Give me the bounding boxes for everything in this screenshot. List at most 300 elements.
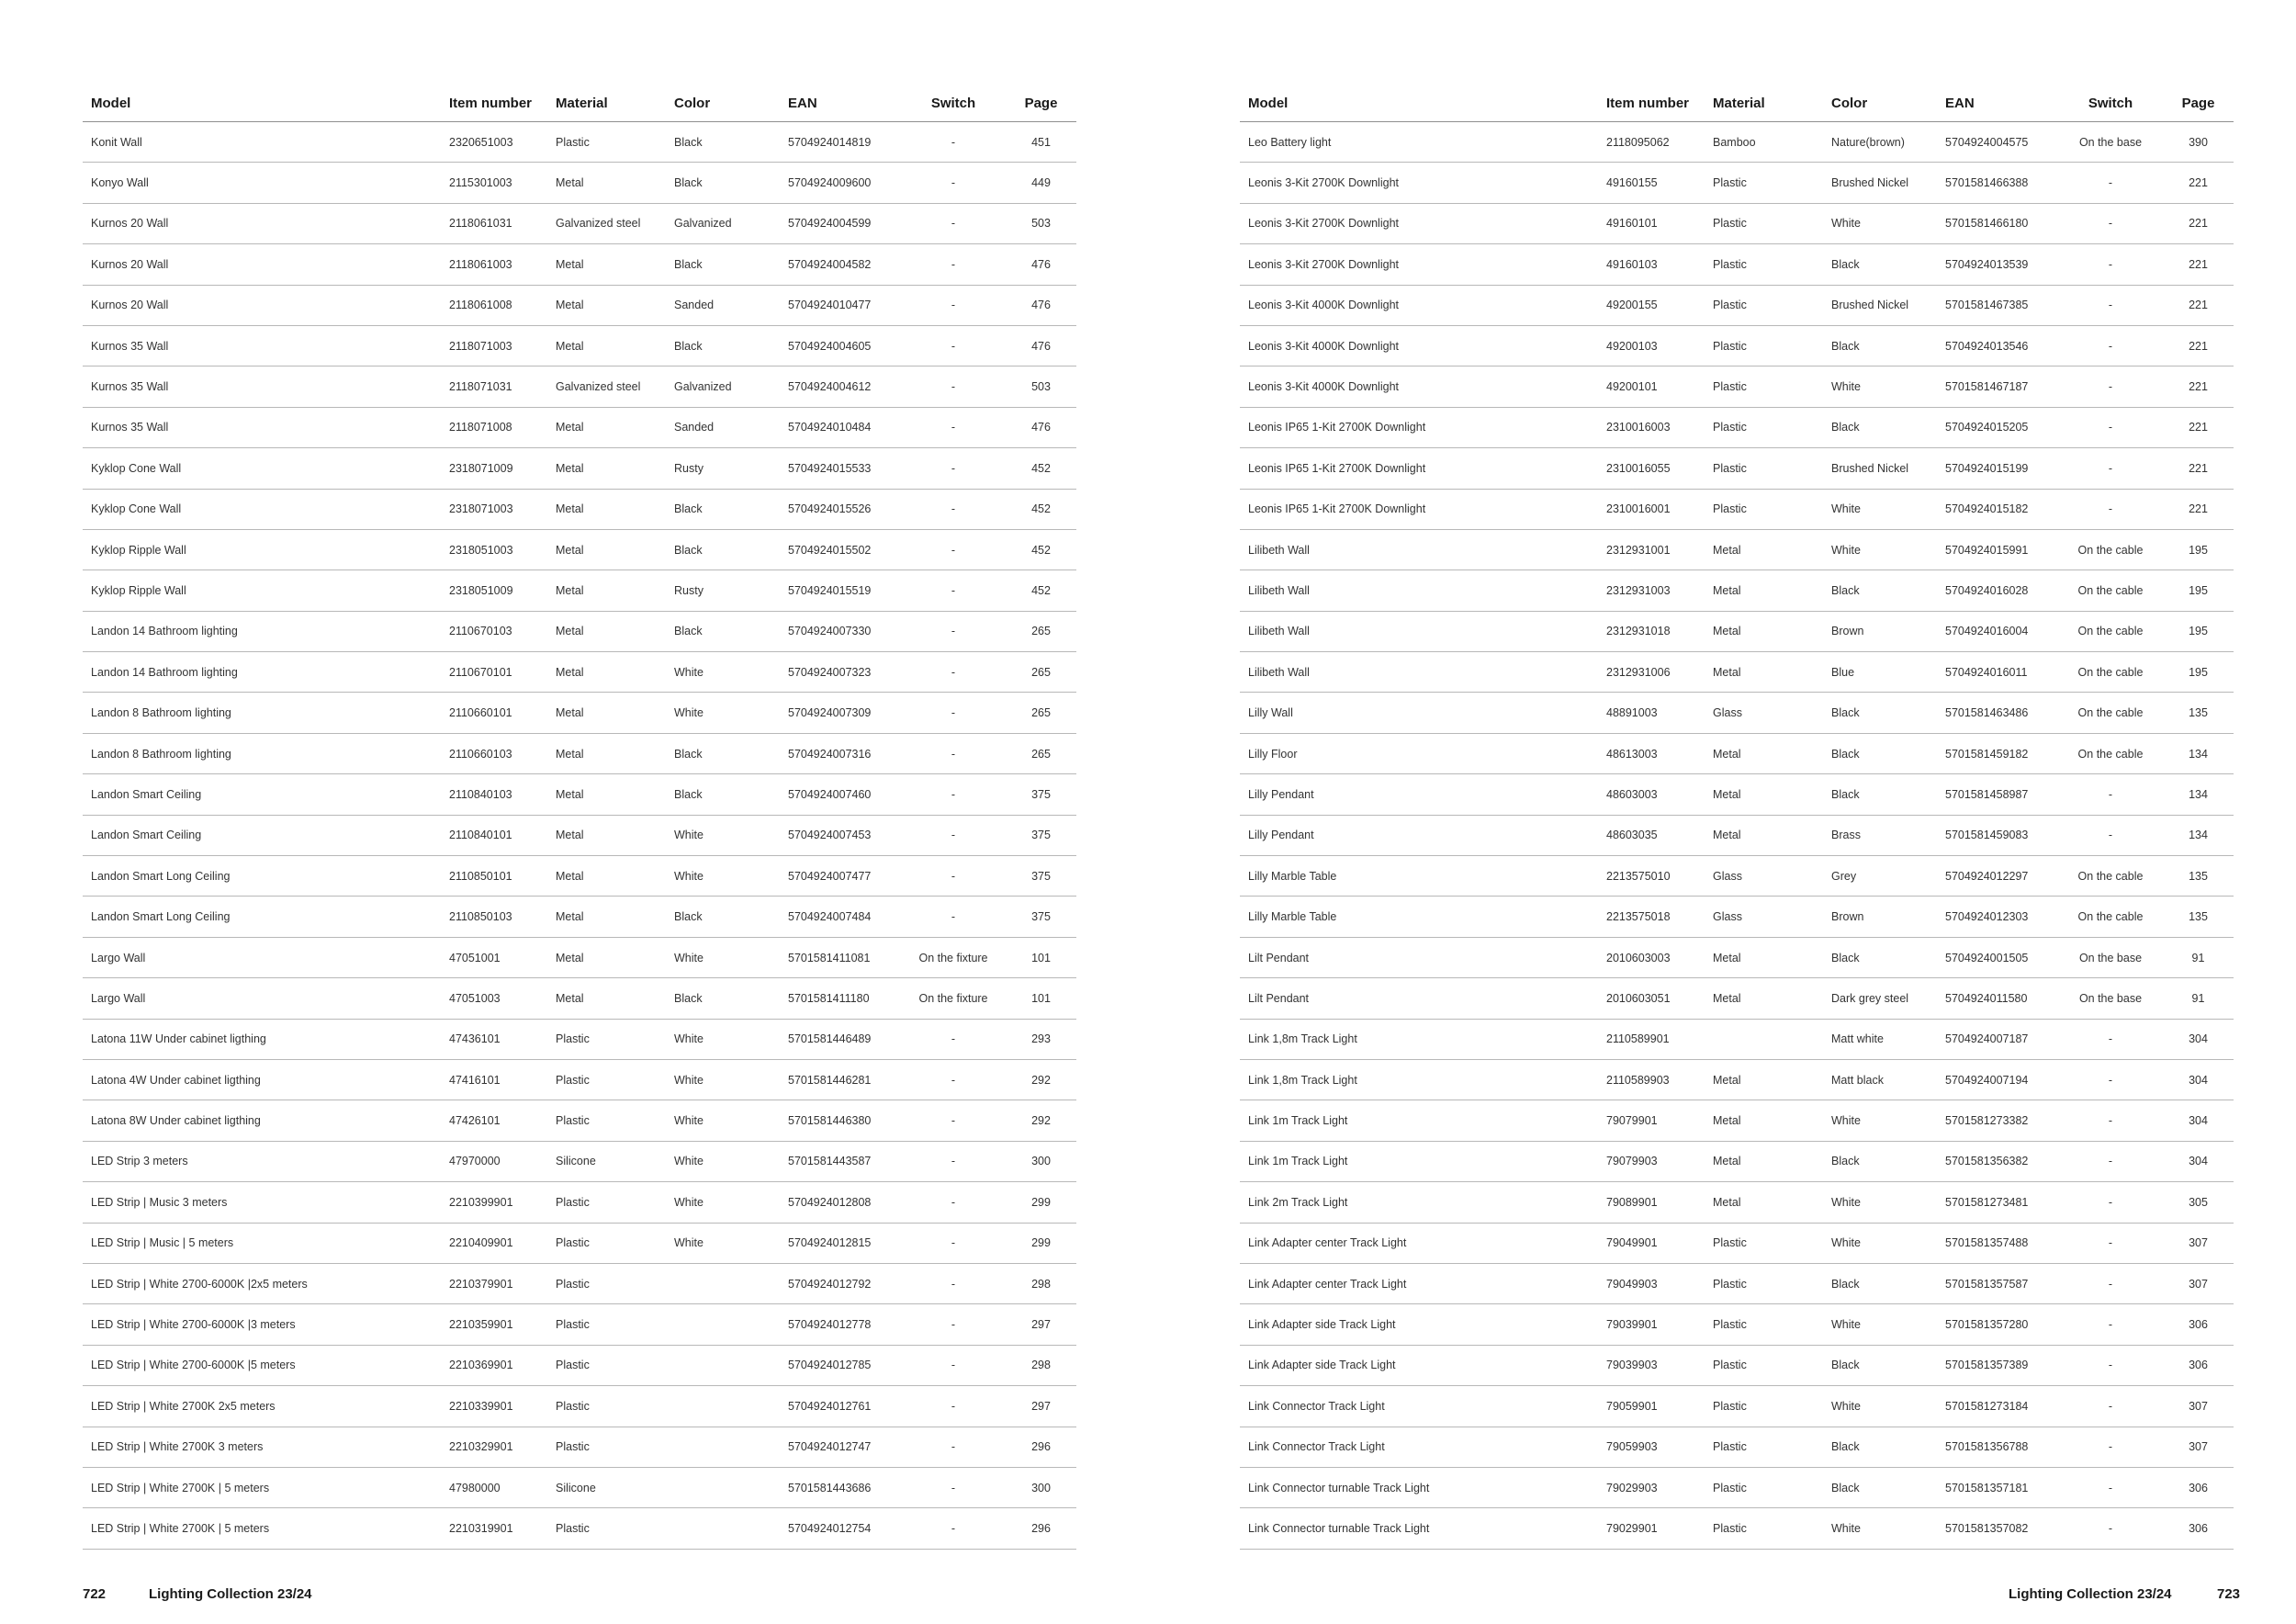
- cell-color: Brown: [1823, 611, 1937, 651]
- cell-model: Leonis 3-Kit 2700K Downlight: [1240, 163, 1598, 203]
- cell-ean: 5704924010484: [780, 407, 901, 447]
- cell-switch: -: [901, 489, 1006, 529]
- cell-switch: -: [2058, 1019, 2163, 1059]
- cell-switch: -: [901, 1141, 1006, 1181]
- cell-material: Plastic: [1705, 244, 1823, 285]
- cell-color: Black: [1823, 937, 1937, 977]
- table-row: [1240, 367, 2234, 407]
- table-header-row: [83, 85, 1076, 122]
- cell-color: Black: [1823, 1263, 1937, 1303]
- table-row: [1240, 1345, 2234, 1385]
- cell-ean: 5701581458987: [1937, 774, 2058, 815]
- cell-page: 221: [2163, 163, 2234, 203]
- cell-ean: 5704924016004: [1937, 611, 2058, 651]
- cell-ean: 5701581357280: [1937, 1304, 2058, 1345]
- table-row: [83, 163, 1076, 203]
- cell-ean: 5704924007477: [780, 856, 901, 897]
- cell-page: 101: [1006, 978, 1076, 1019]
- cell-model: Link Connector Track Light: [1240, 1386, 1598, 1427]
- cell-color: Black: [666, 774, 780, 815]
- cell-color: [666, 1508, 780, 1549]
- cell-model: Lilly Pendant: [1240, 774, 1598, 815]
- cell-item-number: 47426101: [441, 1100, 547, 1141]
- cell-ean: 5701581467187: [1937, 367, 2058, 407]
- cell-item-number: 48603035: [1598, 815, 1705, 855]
- cell-ean: 5704924012778: [780, 1304, 901, 1345]
- cell-material: Metal: [547, 652, 666, 693]
- col-header-color: Color: [1823, 85, 1937, 122]
- cell-model: Largo Wall: [83, 978, 441, 1019]
- cell-model: Latona 11W Under cabinet ligthing: [83, 1019, 441, 1059]
- cell-switch: -: [2058, 1182, 2163, 1223]
- cell-color: Brass: [1823, 815, 1937, 855]
- cell-item-number: 79039903: [1598, 1345, 1705, 1385]
- cell-material: Plastic: [1705, 285, 1823, 325]
- cell-ean: 5704924015526: [780, 489, 901, 529]
- table-row: [1240, 1263, 2234, 1303]
- table-row: [1240, 1182, 2234, 1223]
- cell-ean: 5701581443587: [780, 1141, 901, 1181]
- cell-item-number: 2115301003: [441, 163, 547, 203]
- cell-material: Metal: [1705, 652, 1823, 693]
- cell-item-number: 2213575018: [1598, 897, 1705, 937]
- cell-item-number: 2312931003: [1598, 570, 1705, 611]
- cell-ean: 5701581411180: [780, 978, 901, 1019]
- cell-material: Plastic: [1705, 1304, 1823, 1345]
- table-row: [1240, 570, 2234, 611]
- footer-title-right: Lighting Collection 23/24: [2009, 1586, 2172, 1602]
- table-row: [1240, 897, 2234, 937]
- cell-material: Glass: [1705, 693, 1823, 733]
- cell-model: LED Strip 3 meters: [83, 1141, 441, 1181]
- cell-model: LED Strip | White 2700-6000K |2x5 meters: [83, 1263, 441, 1303]
- cell-model: Lilly Marble Table: [1240, 856, 1598, 897]
- cell-ean: 5704924015533: [780, 448, 901, 489]
- cell-page: 298: [1006, 1345, 1076, 1385]
- cell-switch: On the cable: [2058, 652, 2163, 693]
- cell-ean: 5704924015502: [780, 529, 901, 570]
- cell-model: Konit Wall: [83, 122, 441, 163]
- col-header-page: Page: [1006, 85, 1076, 122]
- cell-model: LED Strip | Music | 5 meters: [83, 1223, 441, 1263]
- cell-color: [666, 1427, 780, 1467]
- table-row: [1240, 407, 2234, 447]
- cell-page: 306: [2163, 1467, 2234, 1507]
- cell-item-number: 49160101: [1598, 203, 1705, 243]
- cell-switch: -: [2058, 489, 2163, 529]
- cell-model: Lilibeth Wall: [1240, 570, 1598, 611]
- cell-item-number: 47051003: [441, 978, 547, 1019]
- cell-page: 305: [2163, 1182, 2234, 1223]
- cell-page: 307: [2163, 1386, 2234, 1427]
- cell-switch: On the cable: [2058, 529, 2163, 570]
- cell-ean: 5704924007453: [780, 815, 901, 855]
- cell-material: Metal: [547, 733, 666, 773]
- cell-material: Plastic: [547, 1059, 666, 1100]
- table-body-right: [1240, 122, 2234, 1550]
- cell-item-number: 79049903: [1598, 1263, 1705, 1303]
- cell-switch: -: [901, 529, 1006, 570]
- cell-page: 298: [1006, 1263, 1076, 1303]
- cell-color: Matt black: [1823, 1059, 1937, 1100]
- table-row: [1240, 1304, 2234, 1345]
- cell-material: Metal: [547, 285, 666, 325]
- cell-model: Lilt Pendant: [1240, 937, 1598, 977]
- cell-material: Plastic: [1705, 1508, 1823, 1549]
- cell-model: Kyklop Ripple Wall: [83, 570, 441, 611]
- cell-color: Black: [666, 244, 780, 285]
- cell-item-number: 49200101: [1598, 367, 1705, 407]
- cell-ean: 5701581273184: [1937, 1386, 2058, 1427]
- cell-item-number: 2210319901: [441, 1508, 547, 1549]
- cell-switch: On the cable: [2058, 733, 2163, 773]
- cell-item-number: 79079901: [1598, 1100, 1705, 1141]
- table-row: [83, 1141, 1076, 1181]
- cell-color: White: [1823, 1386, 1937, 1427]
- cell-color: White: [666, 856, 780, 897]
- cell-model: Kyklop Cone Wall: [83, 448, 441, 489]
- col-header-model: Model: [83, 85, 441, 122]
- cell-color: Brushed Nickel: [1823, 448, 1937, 489]
- cell-color: Black: [1823, 1427, 1937, 1467]
- cell-material: Glass: [1705, 856, 1823, 897]
- cell-switch: -: [901, 367, 1006, 407]
- cell-ean: 5704924015199: [1937, 448, 2058, 489]
- cell-item-number: 79059903: [1598, 1427, 1705, 1467]
- cell-material: Metal: [547, 529, 666, 570]
- cell-ean: 5701581273382: [1937, 1100, 2058, 1141]
- cell-switch: -: [901, 325, 1006, 366]
- cell-item-number: 2210369901: [441, 1345, 547, 1385]
- cell-page: 390: [2163, 122, 2234, 163]
- cell-switch: -: [901, 1427, 1006, 1467]
- cell-color: Black: [666, 978, 780, 1019]
- cell-item-number: 2210359901: [441, 1304, 547, 1345]
- cell-page: 265: [1006, 733, 1076, 773]
- cell-switch: -: [901, 733, 1006, 773]
- cell-ean: 5701581411081: [780, 937, 901, 977]
- cell-switch: -: [2058, 367, 2163, 407]
- cell-model: Lilibeth Wall: [1240, 652, 1598, 693]
- cell-model: Lilly Pendant: [1240, 815, 1598, 855]
- table-row: [1240, 856, 2234, 897]
- cell-page: 91: [2163, 978, 2234, 1019]
- table-row: [1240, 693, 2234, 733]
- cell-material: Plastic: [1705, 163, 1823, 203]
- cell-page: 307: [2163, 1223, 2234, 1263]
- cell-model: Lilly Marble Table: [1240, 897, 1598, 937]
- cell-model: Leonis 3-Kit 4000K Downlight: [1240, 285, 1598, 325]
- cell-item-number: 2213575010: [1598, 856, 1705, 897]
- cell-model: Kurnos 20 Wall: [83, 203, 441, 243]
- table-row: [83, 652, 1076, 693]
- cell-item-number: 2210329901: [441, 1427, 547, 1467]
- table-row: [83, 1304, 1076, 1345]
- table-row: [83, 1345, 1076, 1385]
- cell-switch: -: [901, 774, 1006, 815]
- cell-switch: -: [2058, 1100, 2163, 1141]
- cell-material: Plastic: [1705, 489, 1823, 529]
- cell-color: [666, 1345, 780, 1385]
- cell-model: Leonis IP65 1-Kit 2700K Downlight: [1240, 489, 1598, 529]
- cell-color: White: [1823, 489, 1937, 529]
- cell-switch: On the base: [2058, 937, 2163, 977]
- col-header-material: Material: [547, 85, 666, 122]
- cell-model: Landon 14 Bathroom lighting: [83, 652, 441, 693]
- table-row: [83, 367, 1076, 407]
- cell-switch: -: [901, 856, 1006, 897]
- cell-page: 300: [1006, 1467, 1076, 1507]
- cell-model: Landon 8 Bathroom lighting: [83, 693, 441, 733]
- cell-material: Plastic: [547, 1223, 666, 1263]
- cell-ean: 5704924013539: [1937, 244, 2058, 285]
- cell-page: 265: [1006, 652, 1076, 693]
- cell-material: Plastic: [547, 1427, 666, 1467]
- cell-page: 304: [2163, 1019, 2234, 1059]
- cell-page: 299: [1006, 1223, 1076, 1263]
- table-row: [1240, 529, 2234, 570]
- cell-switch: -: [901, 1467, 1006, 1507]
- cell-item-number: 2318071009: [441, 448, 547, 489]
- cell-material: Metal: [547, 774, 666, 815]
- cell-item-number: 2010603051: [1598, 978, 1705, 1019]
- cell-color: White: [666, 1141, 780, 1181]
- cell-ean: 5704924009600: [780, 163, 901, 203]
- cell-page: 452: [1006, 529, 1076, 570]
- table-row: [83, 1182, 1076, 1223]
- cell-page: 297: [1006, 1304, 1076, 1345]
- table-row: [83, 570, 1076, 611]
- cell-model: Landon Smart Long Ceiling: [83, 897, 441, 937]
- cell-color: White: [1823, 203, 1937, 243]
- cell-color: Black: [1823, 774, 1937, 815]
- cell-model: Link Connector Track Light: [1240, 1427, 1598, 1467]
- table-row: [83, 937, 1076, 977]
- cell-ean: 5704924015519: [780, 570, 901, 611]
- cell-color: Black: [1823, 570, 1937, 611]
- cell-color: White: [1823, 1223, 1937, 1263]
- cell-ean: 5704924012792: [780, 1263, 901, 1303]
- cell-switch: On the cable: [2058, 897, 2163, 937]
- cell-page: 221: [2163, 203, 2234, 243]
- cell-color: Brushed Nickel: [1823, 163, 1937, 203]
- table-row: [1240, 285, 2234, 325]
- cell-ean: 5701581443686: [780, 1467, 901, 1507]
- cell-item-number: 79029903: [1598, 1467, 1705, 1507]
- cell-color: Rusty: [666, 448, 780, 489]
- cell-page: 296: [1006, 1508, 1076, 1549]
- cell-switch: -: [901, 163, 1006, 203]
- cell-model: Leonis IP65 1-Kit 2700K Downlight: [1240, 448, 1598, 489]
- cell-item-number: 2118071031: [441, 367, 547, 407]
- cell-model: Leonis 3-Kit 4000K Downlight: [1240, 367, 1598, 407]
- cell-ean: 5701581446380: [780, 1100, 901, 1141]
- cell-ean: 5704924007484: [780, 897, 901, 937]
- cell-material: Metal: [547, 325, 666, 366]
- cell-page: 91: [2163, 937, 2234, 977]
- cell-model: Link 1m Track Light: [1240, 1100, 1598, 1141]
- cell-material: Plastic: [547, 1100, 666, 1141]
- table-row: [83, 1059, 1076, 1100]
- cell-item-number: 2110660101: [441, 693, 547, 733]
- cell-item-number: 2312931018: [1598, 611, 1705, 651]
- cell-item-number: 2110850103: [441, 897, 547, 937]
- cell-color: Galvanized: [666, 367, 780, 407]
- cell-material: Metal: [547, 693, 666, 733]
- cell-page: 293: [1006, 1019, 1076, 1059]
- cell-model: Latona 8W Under cabinet ligthing: [83, 1100, 441, 1141]
- cell-item-number: 49160103: [1598, 244, 1705, 285]
- cell-model: Largo Wall: [83, 937, 441, 977]
- cell-item-number: 2118071003: [441, 325, 547, 366]
- cell-color: Black: [666, 489, 780, 529]
- cell-model: LED Strip | White 2700K 2x5 meters: [83, 1386, 441, 1427]
- cell-switch: -: [2058, 1427, 2163, 1467]
- cell-model: LED Strip | White 2700-6000K |3 meters: [83, 1304, 441, 1345]
- cell-switch: -: [901, 1508, 1006, 1549]
- cell-item-number: 2118061008: [441, 285, 547, 325]
- table-row: [83, 693, 1076, 733]
- cell-switch: -: [901, 1223, 1006, 1263]
- col-header-page: Page: [2163, 85, 2234, 122]
- cell-ean: 5701581459083: [1937, 815, 2058, 855]
- cell-page: 452: [1006, 489, 1076, 529]
- table-row: [1240, 203, 2234, 243]
- cell-page: 221: [2163, 325, 2234, 366]
- cell-material: Metal: [547, 897, 666, 937]
- cell-page: 265: [1006, 611, 1076, 651]
- col-header-material: Material: [1705, 85, 1823, 122]
- cell-model: Landon Smart Long Ceiling: [83, 856, 441, 897]
- cell-switch: -: [2058, 1263, 2163, 1303]
- cell-ean: 5704924007323: [780, 652, 901, 693]
- table-row: [1240, 1223, 2234, 1263]
- cell-page: 292: [1006, 1100, 1076, 1141]
- cell-model: Lilly Wall: [1240, 693, 1598, 733]
- cell-page: 195: [2163, 529, 2234, 570]
- cell-material: Metal: [547, 407, 666, 447]
- cell-material: Plastic: [1705, 1223, 1823, 1263]
- cell-page: 134: [2163, 774, 2234, 815]
- cell-page: 135: [2163, 856, 2234, 897]
- cell-color: Brushed Nickel: [1823, 285, 1937, 325]
- cell-material: Plastic: [1705, 1386, 1823, 1427]
- cell-model: Link Adapter center Track Light: [1240, 1223, 1598, 1263]
- cell-ean: 5701581467385: [1937, 285, 2058, 325]
- cell-page: 101: [1006, 937, 1076, 977]
- cell-item-number: 48891003: [1598, 693, 1705, 733]
- cell-model: Kurnos 35 Wall: [83, 325, 441, 366]
- cell-switch: On the cable: [2058, 856, 2163, 897]
- cell-page: 476: [1006, 325, 1076, 366]
- cell-material: Plastic: [547, 1019, 666, 1059]
- cell-model: Link Adapter center Track Light: [1240, 1263, 1598, 1303]
- cell-material: Metal: [1705, 1100, 1823, 1141]
- cell-color: Black: [1823, 1141, 1937, 1181]
- cell-material: Metal: [547, 611, 666, 651]
- table-row: [83, 529, 1076, 570]
- cell-color: White: [666, 937, 780, 977]
- cell-model: Leonis 3-Kit 2700K Downlight: [1240, 203, 1598, 243]
- cell-switch: -: [901, 693, 1006, 733]
- cell-page: 221: [2163, 367, 2234, 407]
- table-header-row: [1240, 85, 2234, 122]
- cell-switch: -: [901, 1386, 1006, 1427]
- cell-model: LED Strip | White 2700K 3 meters: [83, 1427, 441, 1467]
- cell-switch: -: [2058, 1508, 2163, 1549]
- cell-color: Black: [666, 611, 780, 651]
- cell-item-number: 2310016003: [1598, 407, 1705, 447]
- cell-item-number: 2312931001: [1598, 529, 1705, 570]
- cell-switch: On the base: [2058, 978, 2163, 1019]
- cell-item-number: 2118061003: [441, 244, 547, 285]
- cell-material: Metal: [547, 815, 666, 855]
- col-header-switch: Switch: [901, 85, 1006, 122]
- cell-switch: -: [901, 122, 1006, 163]
- cell-color: Black: [1823, 407, 1937, 447]
- cell-color: White: [1823, 529, 1937, 570]
- cell-switch: -: [2058, 285, 2163, 325]
- cell-item-number: 2210379901: [441, 1263, 547, 1303]
- cell-model: Link 1,8m Track Light: [1240, 1059, 1598, 1100]
- cell-material: Bamboo: [1705, 122, 1823, 163]
- cell-item-number: 2318051003: [441, 529, 547, 570]
- table-row: [1240, 937, 2234, 977]
- cell-switch: -: [2058, 1386, 2163, 1427]
- cell-page: 307: [2163, 1427, 2234, 1467]
- cell-switch: -: [2058, 325, 2163, 366]
- cell-color: [666, 1263, 780, 1303]
- table-row: [83, 1223, 1076, 1263]
- cell-model: Lilibeth Wall: [1240, 611, 1598, 651]
- footer-title-left: Lighting Collection 23/24: [149, 1586, 312, 1602]
- cell-material: Metal: [547, 978, 666, 1019]
- cell-model: Kyklop Cone Wall: [83, 489, 441, 529]
- cell-page: 221: [2163, 244, 2234, 285]
- cell-item-number: 2310016001: [1598, 489, 1705, 529]
- table-row: [83, 1263, 1076, 1303]
- cell-item-number: 49200155: [1598, 285, 1705, 325]
- cell-color: White: [666, 1182, 780, 1223]
- table-row: [83, 774, 1076, 815]
- cell-ean: 5704924015991: [1937, 529, 2058, 570]
- cell-item-number: 48603003: [1598, 774, 1705, 815]
- cell-page: 304: [2163, 1059, 2234, 1100]
- table-row: [83, 815, 1076, 855]
- cell-item-number: 2110589901: [1598, 1019, 1705, 1059]
- cell-ean: 5704924007187: [1937, 1019, 2058, 1059]
- cell-switch: -: [901, 1059, 1006, 1100]
- cell-color: Black: [666, 325, 780, 366]
- cell-item-number: 2312931006: [1598, 652, 1705, 693]
- cell-material: Metal: [547, 244, 666, 285]
- cell-ean: 5704924012303: [1937, 897, 2058, 937]
- table-row: [83, 1427, 1076, 1467]
- cell-item-number: 49160155: [1598, 163, 1705, 203]
- product-table-left: [83, 85, 1076, 1550]
- cell-material: Metal: [1705, 978, 1823, 1019]
- cell-page: 195: [2163, 611, 2234, 651]
- cell-item-number: 2310016055: [1598, 448, 1705, 489]
- table-row: [83, 897, 1076, 937]
- cell-item-number: 2318071003: [441, 489, 547, 529]
- table-row: [83, 407, 1076, 447]
- cell-ean: 5704924013546: [1937, 325, 2058, 366]
- col-header-color: Color: [666, 85, 780, 122]
- cell-page: 307: [2163, 1263, 2234, 1303]
- cell-switch: -: [2058, 244, 2163, 285]
- cell-color: White: [1823, 1182, 1937, 1223]
